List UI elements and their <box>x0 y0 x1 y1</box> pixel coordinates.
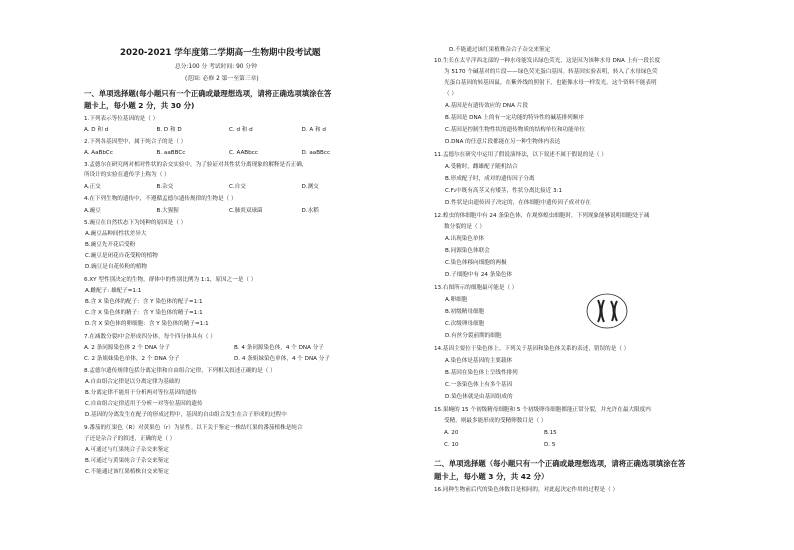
question-1: 1.下列表示等位基因的是（ ） <box>84 116 159 122</box>
q7-options-row2 <box>84 356 384 363</box>
option[interactable]: B.形成配子时，成对的遗传因子分离 <box>445 176 535 182</box>
option[interactable]: D.水稻 <box>301 208 319 214</box>
question-3-cont: 所设计的实验在遗传学上称为（ ） <box>84 172 170 178</box>
option[interactable]: C.含 X 染色体的精子：含 Y 染色体的精子=1:1 <box>85 310 203 316</box>
option[interactable]: B. 4 条同源染色体，4 个 DNA 分子 <box>234 345 324 351</box>
option[interactable]: B.基因在染色体上呈线性排列 <box>445 370 518 376</box>
option[interactable]: B.大猩猩 <box>156 208 179 214</box>
option[interactable]: B. aaBBCc <box>156 150 186 156</box>
q7-options-row1 <box>84 345 384 352</box>
question-2: 2.下列各基因型中，属于纯合子的是（ ） <box>84 139 187 145</box>
option[interactable]: C. 10 <box>444 442 459 448</box>
option[interactable]: D.子细胞中有 24 条染色体 <box>445 272 513 278</box>
option[interactable]: C.不能通过该红果植株自交来鉴定 <box>85 469 169 475</box>
option[interactable]: C. 2 条姐妹染色单体，2 个 DNA 分子 <box>84 356 180 362</box>
question-9-cont: 子还是杂合子的叙述，正确的是（ ） <box>84 436 176 442</box>
question-10: 10.生长在太平洋西北部的一种水母能发出绿色荧光，这是因为该种水母 DNA 上有一段长度 <box>434 58 661 64</box>
option[interactable]: A.豌豆 <box>84 208 101 214</box>
option[interactable]: A. 2 条同源染色体 2 个 DNA 分子 <box>84 345 170 351</box>
question-8: 8.孟德尔遗传规律包括分离定律和自由组合定律，下列相关叙述正确的是（ ） <box>84 368 276 374</box>
option[interactable]: C.基因是控制生物性状的遗传物质的结构单位和功能单位 <box>445 127 585 133</box>
option[interactable]: B.杂交 <box>156 184 174 190</box>
option[interactable]: A. 20 <box>444 430 459 436</box>
option[interactable]: D.DNA 的任意片段都能在另一种生物体内表达 <box>445 139 561 145</box>
option[interactable]: C.次级卵母细胞 <box>445 321 485 327</box>
option[interactable]: C.自交 <box>229 184 246 190</box>
option[interactable]: A.自由组合定律是以分离定律为基础的 <box>85 379 181 385</box>
question-16: 16.同种生物前后代的染色体数目是相同的，对此起决定作用的过程是（ ） <box>434 487 619 493</box>
option[interactable]: D.染色体就是由基因组成的 <box>445 394 513 400</box>
section2-heading: 二、单项选择题（每小题只有一个正确或最理想选项，请将正确选项填涂在答 <box>434 459 686 468</box>
q1-options <box>84 127 374 134</box>
option[interactable]: C.F₂中既有高茎又有矮茎，性状分离比接近 3:1 <box>445 188 563 194</box>
section1-heading-cont: 题卡上，每小题 2 分，共 30 分) <box>84 101 195 110</box>
question-5: 5.豌豆在自然状态下为纯种的原因是（ ） <box>84 220 187 226</box>
option[interactable]: A.基因是有遗传效应的 DNA 片段 <box>445 103 528 109</box>
option[interactable]: D.测交 <box>301 184 319 190</box>
option[interactable]: C.自由组合定律适用于分析一对等位基因的遗传 <box>85 401 203 407</box>
section1-heading: 一、单项选择题(每小题只有一个正确或最理想选项，请将正确选项填涂在答 <box>84 89 332 98</box>
option[interactable]: C. AABbcc <box>229 150 258 156</box>
section2-heading-cont: 题卡上，每小题 3 分，共 42 分） <box>434 472 549 481</box>
q4-options <box>84 208 374 215</box>
option[interactable]: D.豌豆是自花传粉的植物 <box>85 264 148 270</box>
option[interactable]: D. 5 <box>544 442 556 448</box>
option[interactable]: A.卵细胞 <box>445 297 468 303</box>
option[interactable]: A.可通过与红果纯合子杂交来鉴定 <box>85 447 169 453</box>
option[interactable]: B.基因是 DNA 上的有一定功能的特异性的碱基排列顺序 <box>445 115 584 121</box>
question-6: 6.XY 型性别决定的生物，群体中的性别比例为 1:1，原因之一是（ ） <box>84 277 257 283</box>
option[interactable]: C.肺炎双球菌 <box>229 208 263 214</box>
question-3: 3.孟德尔在研究两对相对性状的杂交实验中，为了验证对其性状分离现象的解释是否正确， <box>84 162 308 168</box>
option[interactable]: B.初级精母细胞 <box>445 309 485 315</box>
option[interactable]: B.分离定律不能用于分析两对等位基因的遗传 <box>85 390 197 396</box>
option[interactable]: C.染色体移向细胞的两极 <box>445 260 507 266</box>
option[interactable]: B.可通过与黄果纯合子杂交来鉴定 <box>85 458 169 464</box>
question-15: 15.果蝇的 15 个初级精母细胞和 5 个初级卵母细胞都能正常分裂，并允许在最大限度内 <box>434 407 651 413</box>
q15-options-row2 <box>444 442 644 449</box>
exam-scope: (范围: 必修 2 第一至第三章) <box>185 76 259 82</box>
option[interactable]: A.正交 <box>84 184 101 190</box>
option[interactable]: D. A 和 d <box>301 127 326 133</box>
option[interactable]: B.含 X 染色体的配子：含 Y 染色体的配子=1:1 <box>85 299 203 305</box>
option[interactable]: D.含 X 染色体的卵细胞：含 Y 染色体的精子=1:1 <box>85 321 209 327</box>
option[interactable]: A.豌豆品种间性状差异大 <box>85 231 147 237</box>
question-11: 11.孟德尔在研究中运用了假说演绎法，以下叙述不属于假说的是（ ） <box>434 152 607 158</box>
question-10-line4: （ ） <box>444 91 457 97</box>
page-title: 2020-2021 学年度第二学期高一生物期中段考试题 <box>120 48 321 58</box>
option[interactable]: A. AaBbCc <box>84 150 113 156</box>
question-9: 9.番茄的红果色（R）对黄果色（r）为显性。以下关于鉴定一株结红果的番茄植株是纯合 <box>84 425 303 431</box>
option[interactable]: D.不能通过该红果植株杂合子杂交来鉴定 <box>449 47 551 53</box>
question-12: 12.蝗虫的体细胞中有 24 条染色体，在观察蝗虫细胞时，下列现象能够说明细胞处于减 <box>434 213 650 219</box>
option[interactable]: D. 4 条姐妹染色单体，4 个 DNA 分子 <box>234 356 330 362</box>
question-4: 4.在下列生物的遗传中，不遵循孟德尔遗传规律的生物是（ ） <box>84 196 237 202</box>
option[interactable]: D.有丝分裂前期的细胞 <box>445 333 502 339</box>
option[interactable]: A.染色体是基因的主要载体 <box>445 358 513 364</box>
exam-meta: 总分:100 分 考试时间: 90 分钟 <box>175 64 257 70</box>
question-10-line2: 为 5170 个碱基对的片段——绿色荧光蛋白基因。转基因实验表明，转入了水母绿色荧 <box>444 69 658 75</box>
option[interactable]: B.豌豆先开花后受粉 <box>85 242 136 248</box>
q3-options <box>84 184 374 191</box>
option[interactable]: B.15 <box>544 430 557 436</box>
option[interactable]: B. D 和 D <box>156 127 182 133</box>
option[interactable]: C.一条染色体上有多个基因 <box>445 382 513 388</box>
option[interactable]: A.雌配子: 雄配子=1:1 <box>85 288 142 294</box>
option[interactable]: D.性状是由遗传因子决定的，在体细胞中遗传因子成对存在 <box>445 200 591 206</box>
q15-options-row1 <box>444 430 644 437</box>
question-15-cont: 受精，则最多能形成的受精卵数目是（ ） <box>444 418 547 424</box>
option[interactable]: D. aaBBcc <box>301 150 331 156</box>
chromosome-cell-icon <box>582 290 632 332</box>
option[interactable]: A.受精时，雌雄配子随机结合 <box>445 164 518 170</box>
option[interactable]: A. D 和 d <box>84 127 109 133</box>
option[interactable]: A.出现染色单体 <box>445 236 485 242</box>
question-7: 7.在减数分裂Ⅰ中会形成四分体，每个四分体具有（ ） <box>84 334 216 340</box>
question-10-line3: 光蛋白基因的转基因鼠，在紫外线的照射下，也能像水母一样发光。这个资料不能表明 <box>444 80 657 86</box>
q2-options <box>84 150 374 157</box>
option[interactable]: C.豌豆是闭花自花受粉的植物 <box>85 253 158 259</box>
question-14: 14.基因主要位于染色体上。下列关于基因和染色体关系的表述，错误的是（ ） <box>434 346 630 352</box>
option[interactable]: C. d 和 d <box>229 127 253 133</box>
option[interactable]: B.同源染色体联会 <box>445 248 490 254</box>
option[interactable]: D.基因的分离发生在配子的形成过程中，基因的自由组合发生在合子形成的过程中 <box>85 412 287 418</box>
question-12-cont: 数分裂的是（ ） <box>444 224 485 230</box>
question-13: 13.右图所示的细胞最可能是（ ） <box>434 285 518 291</box>
